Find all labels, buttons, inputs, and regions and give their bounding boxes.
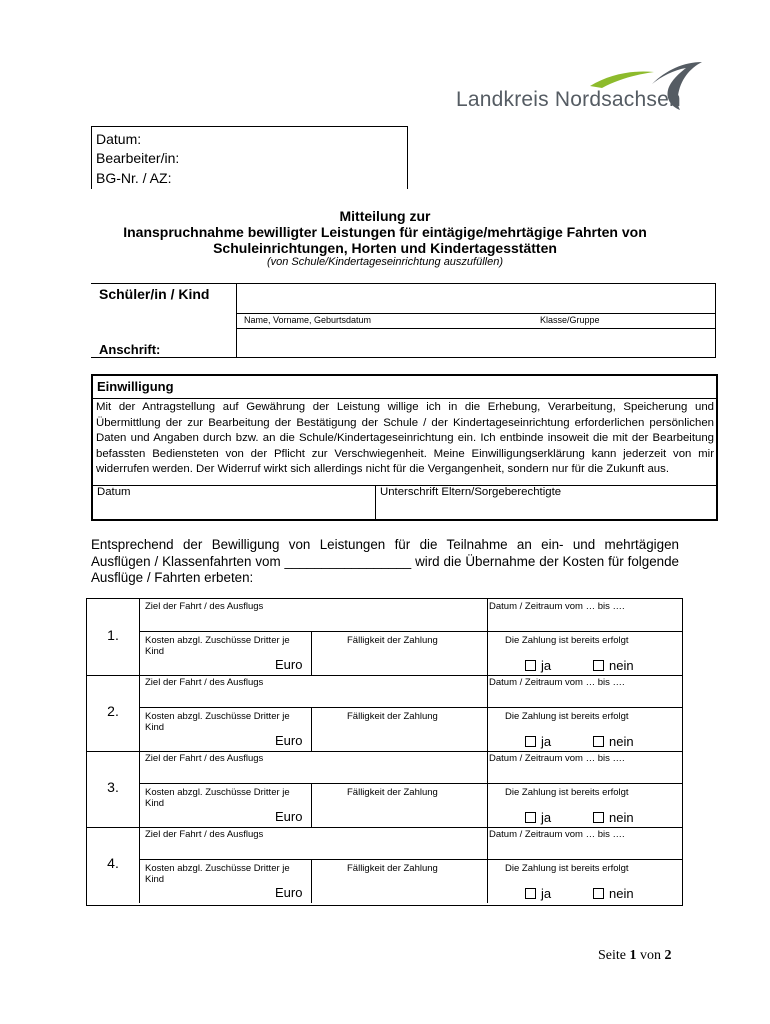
bearbeiter-label: Bearbeiter/in: xyxy=(96,150,180,166)
consent-date-field[interactable] xyxy=(97,500,369,518)
title-line-1: Mitteilung zur xyxy=(339,208,431,224)
title-line-2: Inanspruchnahme bewilligter Leistungen für eintägige/mehrtägige Fahrten von xyxy=(123,224,647,240)
address-field[interactable] xyxy=(244,331,704,355)
paid-yes-label: ja xyxy=(541,658,552,673)
title-line-3: Schuleinrichtungen, Horten und Kindertagesstätten xyxy=(213,240,557,256)
trip-row xyxy=(87,827,682,903)
trip-goal-label[interactable]: Ziel der Fahrt / des Ausflugs xyxy=(145,753,264,764)
consent-box xyxy=(91,374,718,521)
paid-yes-checkbox[interactable] xyxy=(525,888,536,899)
trip-number: 2. xyxy=(107,703,119,719)
paid-no-checkbox[interactable] xyxy=(593,812,604,823)
datum-label: Datum: xyxy=(96,131,142,147)
paid-no-checkbox[interactable] xyxy=(593,736,604,747)
trip-number: 3. xyxy=(107,779,119,795)
trip-paid-label: Die Zahlung ist bereits erfolgt xyxy=(505,787,629,798)
trip-row xyxy=(87,751,682,827)
bg-nr-label: BG-Nr. / AZ: xyxy=(96,170,172,186)
paid-yes-checkbox[interactable] xyxy=(525,660,536,671)
student-table xyxy=(91,283,716,358)
paid-yes-label: ja xyxy=(541,734,552,749)
logo-text: Landkreis Nordsachsen xyxy=(456,88,681,111)
paid-no-label: nein xyxy=(609,734,634,749)
paid-no-checkbox[interactable] xyxy=(593,660,604,671)
trip-costs-label: Kosten abzgl. Zuschüsse Dritter je Kind xyxy=(145,787,290,809)
trip-goal-label[interactable]: Ziel der Fahrt / des Ausflugs xyxy=(145,601,264,612)
trip-goal-label[interactable]: Ziel der Fahrt / des Ausflugs xyxy=(145,677,264,688)
student-label: Schüler/in / Kind xyxy=(99,286,210,302)
paid-no-label: nein xyxy=(609,658,634,673)
consent-title: Einwilligung xyxy=(97,379,174,394)
class-hint: Klasse/Gruppe xyxy=(540,315,600,325)
trip-costs-label: Kosten abzgl. Zuschüsse Dritter je Kind xyxy=(145,863,290,885)
trips-table xyxy=(86,598,683,906)
paid-yes-checkbox[interactable] xyxy=(525,736,536,747)
trip-due-label[interactable]: Fälligkeit der Zahlung xyxy=(347,863,438,874)
paid-yes-checkbox[interactable] xyxy=(525,812,536,823)
trip-period-label[interactable]: Datum / Zeitraum vom … bis …. xyxy=(489,829,625,840)
trip-goal-label[interactable]: Ziel der Fahrt / des Ausflugs xyxy=(145,829,264,840)
page-footer xyxy=(598,948,672,964)
trip-costs-label: Kosten abzgl. Zuschüsse Dritter je Kind xyxy=(145,635,290,657)
subtitle: (von Schule/Kindertageseinrichtung auszufüllen) xyxy=(266,256,504,268)
trip-currency: Euro xyxy=(275,885,303,900)
trip-row xyxy=(87,675,682,751)
paid-yes-label: ja xyxy=(541,886,552,901)
trip-paid-label: Die Zahlung ist bereits erfolgt xyxy=(505,635,629,646)
paid-no-checkbox[interactable] xyxy=(593,888,604,899)
trip-number: 1. xyxy=(107,627,119,643)
trip-paid-label: Die Zahlung ist bereits erfolgt xyxy=(505,711,629,722)
student-name-field[interactable] xyxy=(244,287,704,311)
footer-page: 1 xyxy=(629,948,637,963)
footer-prefix: Seite xyxy=(598,948,626,963)
consent-text: Mit der Antragstellung auf Gewährung der Leistung willige ich in die Erhebung, Verarbeitung, Speicherung und Übermittlung der zur Bearbeitung der Bestätigung der Schule / der Kindertageseinrichtung erforderlichen persönlichen Daten und Angaben durch bzw. an die Schule/Kindertageseinrichtung ein. Ich entbinde insoweit die mit der Bearbeitung befassten Bediensteten von der Pflicht zur Verschwiegenheit. Meine Einwilligungserklärung kann jederzeit von mir widerrufen werden. Der Widerruf wirkt sich allerdings nicht für die Vergangenheit, sondern nur für die Zukunft aus. xyxy=(96,401,714,475)
consent-date-label: Datum xyxy=(97,486,131,498)
consent-signature-field[interactable] xyxy=(380,500,710,518)
trip-due-label[interactable]: Fälligkeit der Zahlung xyxy=(347,635,438,646)
trip-due-label[interactable]: Fälligkeit der Zahlung xyxy=(347,711,438,722)
trip-currency: Euro xyxy=(275,657,303,672)
trip-paid-label: Die Zahlung ist bereits erfolgt xyxy=(505,863,629,874)
trip-due-label[interactable]: Fälligkeit der Zahlung xyxy=(347,787,438,798)
footer-total: 2 xyxy=(664,948,672,963)
request-paragraph: Entsprechend der Bewilligung von Leistungen für die Teilnahme an ein- und mehrtägigen Ausflügen / Klassenfahrten vom _________________ wird die Übernahme der Kosten für folgende Ausflüge / Fahrten erbeten: xyxy=(91,537,679,585)
trip-currency: Euro xyxy=(275,733,303,748)
paid-no-label: nein xyxy=(609,886,634,901)
trip-number: 4. xyxy=(107,855,119,871)
consent-signature-label: Unterschrift Eltern/Sorgeberechtigte xyxy=(380,486,562,498)
trip-costs-label: Kosten abzgl. Zuschüsse Dritter je Kind xyxy=(145,711,290,733)
paid-no-label: nein xyxy=(609,810,634,825)
address-label: Anschrift: xyxy=(99,342,161,357)
footer-middle: von xyxy=(640,948,661,963)
trip-period-label[interactable]: Datum / Zeitraum vom … bis …. xyxy=(489,753,625,764)
paid-yes-label: ja xyxy=(541,810,552,825)
trip-period-label[interactable]: Datum / Zeitraum vom … bis …. xyxy=(489,677,625,688)
trip-period-label[interactable]: Datum / Zeitraum vom … bis …. xyxy=(489,601,625,612)
name-hint: Name, Vorname, Geburtsdatum xyxy=(244,315,372,325)
trip-row xyxy=(87,599,682,675)
trip-currency: Euro xyxy=(275,809,303,824)
header-box xyxy=(91,126,408,189)
